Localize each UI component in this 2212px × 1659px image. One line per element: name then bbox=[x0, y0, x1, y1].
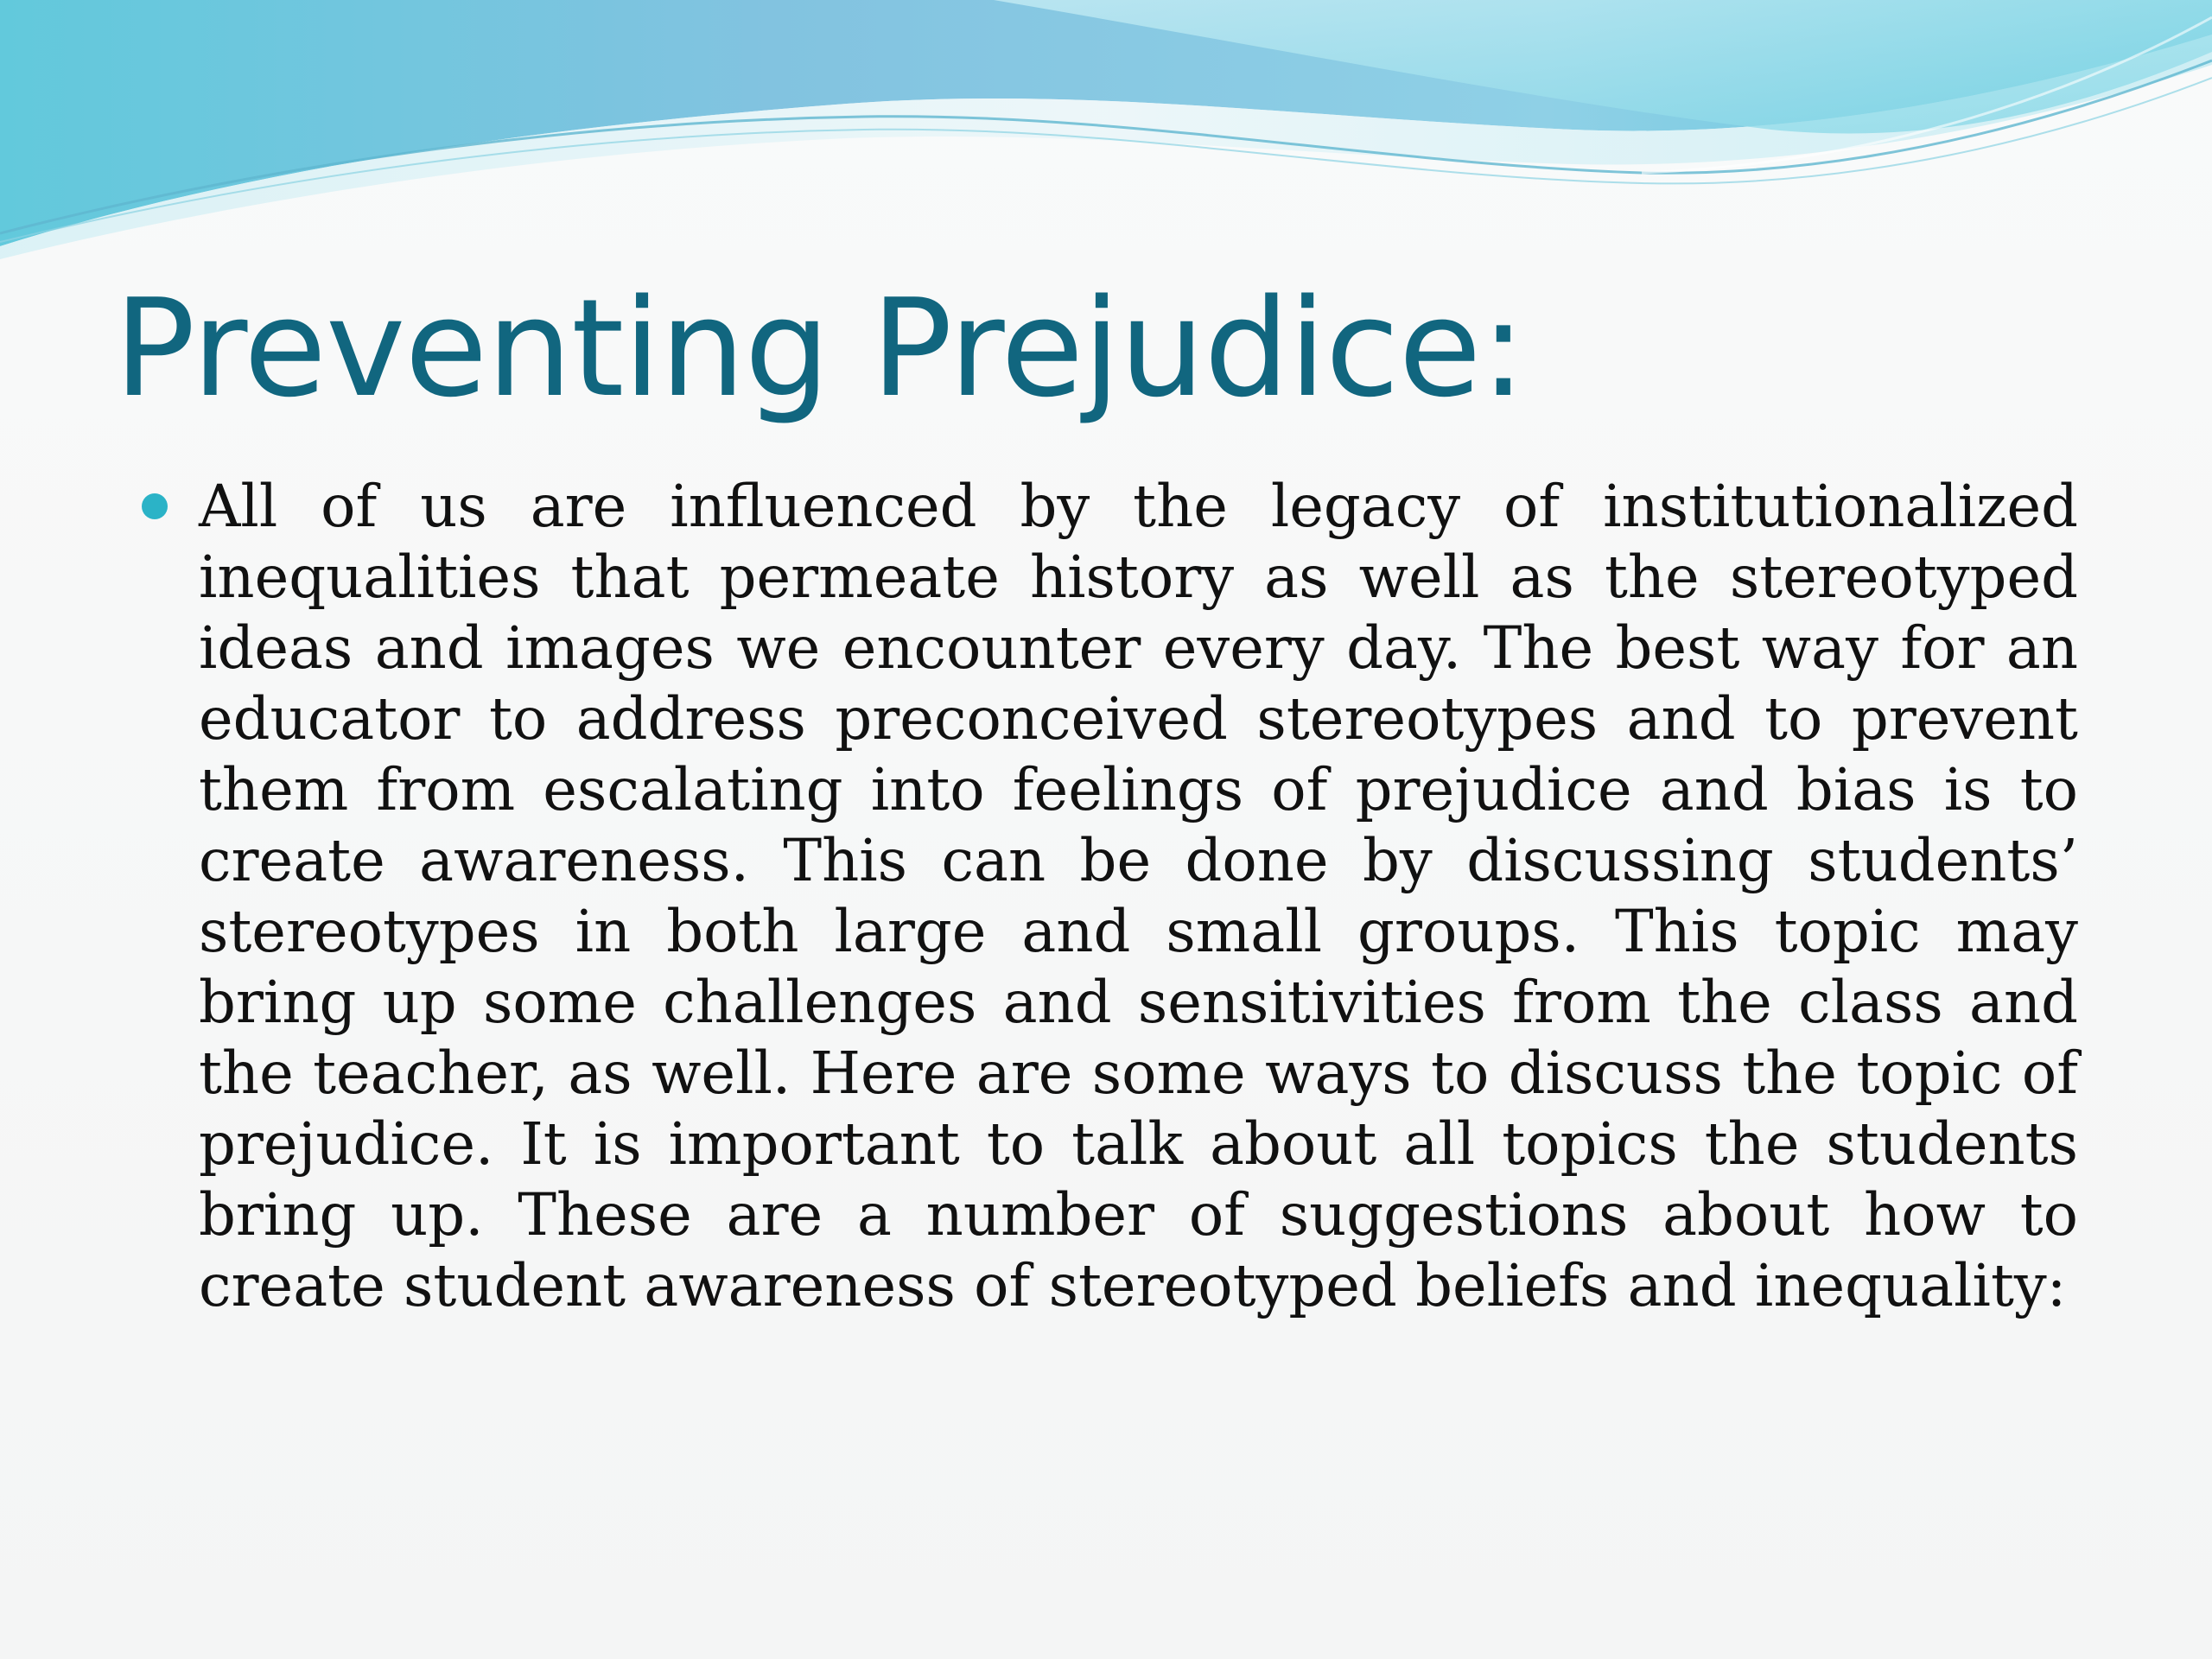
slide-title: Preventing Prejudice: bbox=[114, 270, 1526, 427]
bullet-dot-icon bbox=[142, 493, 168, 519]
slide-body bbox=[138, 471, 2078, 1321]
bullet-text: All of us are influenced by the legacy of institutionalized inequalities that permeate history as well as the stereotyped ideas and images we encounter every day. The best way for an educator to address preconceived stereotypes and to prevent them from escalating into feelings of prejudice and bias is to create awareness. This can be done by discussing students’ stereotypes in both large and small groups. This topic may bring up some challenges and sensitivities from the class and the teacher, as well. Here are some ways to discuss the topic of prejudice. It is important to talk about all topics the students bring up. These are a number of suggestions about how to create student awareness of stereotyped beliefs and inequality: bbox=[199, 473, 2078, 1319]
wave-header-decoration bbox=[0, 0, 2212, 259]
bullet-item bbox=[138, 471, 2078, 1321]
